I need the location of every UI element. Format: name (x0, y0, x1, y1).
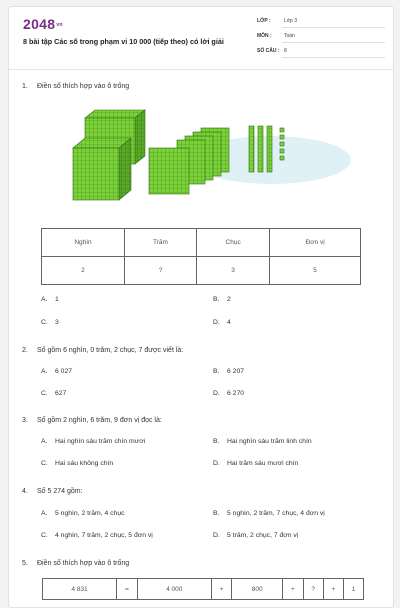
question-2 (22, 347, 183, 354)
option-text: 2 (227, 296, 231, 303)
option-c[interactable] (41, 390, 66, 397)
question-number: 5. (22, 560, 28, 567)
equation-cell: = (117, 579, 138, 600)
option-letter: C. (41, 390, 48, 397)
option-letter: C. (41, 319, 48, 326)
option-letter: A. (41, 438, 48, 445)
question-text: Điền số thích hợp vào ô trống (37, 83, 130, 90)
option-text: 4 (227, 319, 231, 326)
meta-label: SỐ CÂU : (257, 48, 280, 54)
option-letter: C. (41, 460, 48, 467)
option-b[interactable] (213, 368, 244, 375)
option-letter: C. (41, 532, 48, 539)
table-row (43, 579, 364, 600)
question-text: Số gồm 2 nghìn, 6 trăm, 9 đơn vị đọc là: (37, 417, 162, 424)
option-a[interactable] (41, 296, 59, 303)
equation-cell: 4 831 (43, 579, 117, 600)
option-text: 6 207 (227, 368, 245, 375)
option-letter: B. (213, 510, 220, 517)
question-text: Số gồm 6 nghìn, 0 trăm, 2 chục, 7 được viết là: (37, 347, 184, 354)
option-c[interactable] (41, 532, 153, 539)
question-number: 3. (22, 417, 28, 424)
table-cell: 5 (270, 257, 361, 285)
equation-cell: + (283, 579, 304, 600)
option-text: 5 nghìn, 2 trăm, 4 chục (55, 510, 125, 517)
place-value-table (41, 228, 361, 285)
option-letter: A. (41, 296, 48, 303)
option-letter: B. (213, 368, 220, 375)
equation-cell: 1 (344, 579, 364, 600)
question-text: Số 5 274 gồm: (37, 488, 83, 495)
question-1 (22, 83, 129, 90)
option-text: 5 nghìn, 2 trăm, 7 chục, 4 đơn vị (227, 510, 325, 517)
option-c[interactable] (41, 319, 59, 326)
meta-value: 8 (284, 48, 287, 54)
meta-value: Lớp 3 (284, 18, 298, 24)
option-text: 4 nghìn, 7 trăm, 2 chục, 5 đơn vị (55, 532, 153, 539)
option-text: Hai nghìn sáu trăm linh chín (227, 438, 312, 445)
table-cell: 3 (197, 257, 270, 285)
site-logo[interactable]: 2048vn (23, 16, 63, 32)
meta-grade (257, 18, 385, 30)
option-a[interactable] (41, 510, 125, 517)
meta-underline (282, 27, 385, 28)
worksheet-header (9, 7, 393, 70)
option-text: 6 270 (227, 390, 245, 397)
table-row (42, 257, 361, 285)
meta-question-count (257, 48, 385, 60)
option-text: 627 (55, 390, 67, 397)
equation-table (42, 578, 364, 600)
option-letter: D. (213, 390, 220, 397)
option-text: Hai sáu không chín (55, 460, 114, 467)
hundred-flats (149, 128, 229, 194)
option-d[interactable] (213, 460, 298, 467)
equation-cell: 800 (232, 579, 283, 600)
meta-label: LỚP : (257, 18, 271, 24)
option-letter: D. (213, 460, 220, 467)
meta-label: MÔN : (257, 33, 272, 39)
equation-cell: + (211, 579, 232, 600)
option-text: Hai trăm sáu mươi chín (227, 460, 299, 467)
base-ten-blocks-illustration (61, 108, 351, 208)
option-b[interactable] (213, 438, 312, 445)
worksheet (8, 6, 394, 608)
equation-cell: + (323, 579, 344, 600)
option-letter: D. (213, 319, 220, 326)
option-letter: A. (41, 510, 48, 517)
table-header-cell: Trăm (124, 229, 196, 257)
meta-subject (257, 33, 385, 45)
option-d[interactable] (213, 390, 244, 397)
table-header-cell: Nghìn (42, 229, 125, 257)
table-cell: 2 (42, 257, 125, 285)
equation-cell: ? (303, 579, 323, 600)
equation-cell: 4 000 (137, 579, 211, 600)
option-letter: A. (41, 368, 48, 375)
ten-rods (249, 126, 272, 172)
option-letter: B. (213, 296, 220, 303)
option-text: 5 trăm, 2 chục, 7 đơn vị (227, 532, 299, 539)
meta-value: Toán (284, 33, 295, 39)
option-letter: D. (213, 532, 220, 539)
table-header-cell: Chục (197, 229, 270, 257)
option-d[interactable] (213, 532, 298, 539)
option-letter: B. (213, 438, 220, 445)
question-5 (22, 560, 129, 567)
option-text: 1 (55, 296, 59, 303)
option-a[interactable] (41, 438, 145, 445)
option-c[interactable] (41, 460, 113, 467)
question-number: 2. (22, 347, 28, 354)
question-text: Điền số thích hợp vào ô trống (37, 560, 130, 567)
option-b[interactable] (213, 296, 231, 303)
question-4 (22, 488, 83, 495)
question-number: 1. (22, 83, 28, 90)
option-text: 6 027 (55, 368, 73, 375)
option-b[interactable] (213, 510, 325, 517)
table-cell: ? (124, 257, 196, 285)
table-header-cell: Đơn vị (270, 229, 361, 257)
table-header-row (42, 229, 361, 257)
option-text: Hai nghìn sáu trăm chín mươi (55, 438, 146, 445)
question-3 (22, 417, 162, 424)
meta-underline (282, 57, 385, 58)
option-text: 3 (55, 319, 59, 326)
option-a[interactable] (41, 368, 72, 375)
thousand-cube (85, 110, 145, 118)
meta-underline (282, 42, 385, 43)
worksheet-title: 8 bài tập Các số trong phạm vi 10 000 (tiếp theo) có lời giải (23, 37, 224, 46)
option-d[interactable] (213, 319, 231, 326)
question-number: 4. (22, 488, 28, 495)
